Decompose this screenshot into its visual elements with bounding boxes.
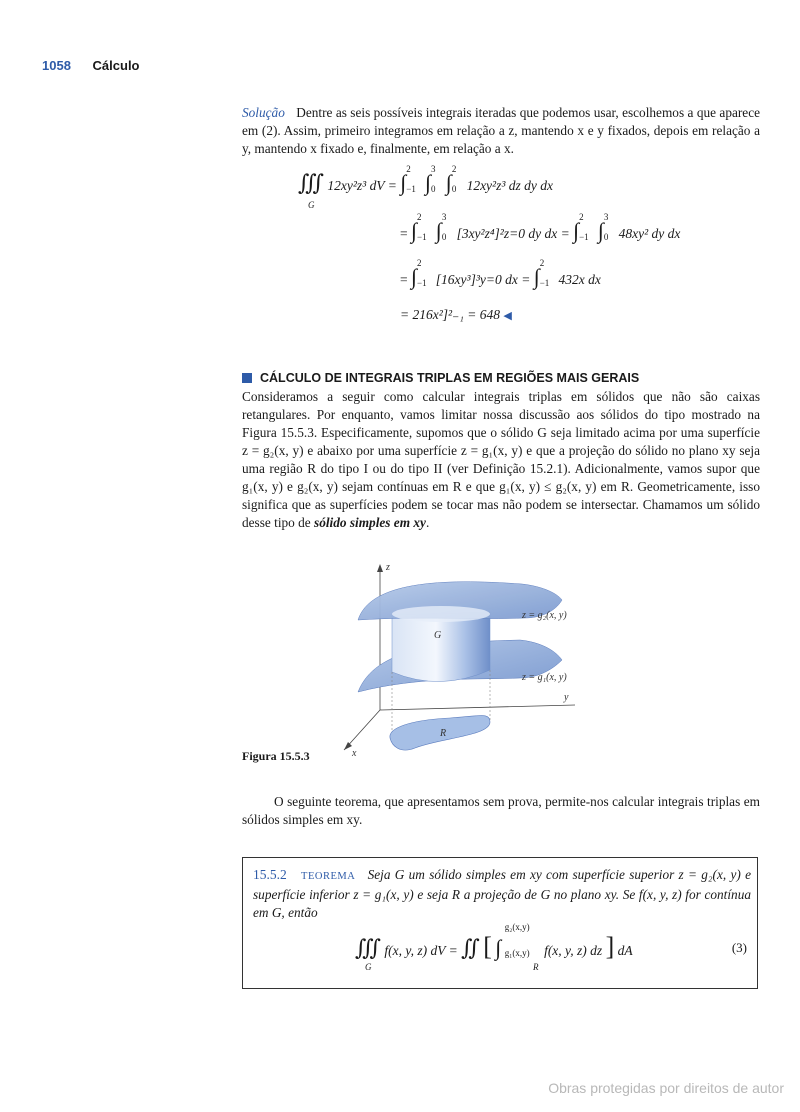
equation-line-3: = ∫ 2 −1 [16xy³]³y=0 dx = ∫ 2 −1 432x dx — [400, 258, 601, 289]
label-lower-surface: z = g₁(x, y) — [522, 672, 567, 683]
solid-G-top — [392, 606, 490, 622]
figure-caption: Figura 15.5.3 — [242, 749, 310, 763]
section-end: . — [425, 515, 430, 530]
theorem-word: TEOREMA — [301, 871, 356, 882]
watermark: Obras protegidas por direitos de autor — [548, 1080, 784, 1096]
eq2-text: [3xy²z⁴]²z=0 dy dx = — [456, 226, 570, 241]
formula-lhs: f(x, y, z) dV = — [384, 943, 458, 958]
section-title: CÁLCULO DE INTEGRAIS TRIPLAS EM REGIÕES MAIS GERAIS — [260, 371, 640, 385]
theorem-box — [242, 857, 758, 989]
label-R: R — [440, 728, 447, 739]
theorem-statement: Seja G um sólido simples em xy com superfície superior z = g₂(x, y) e superfície inferior z = g₁(x, y) e seja R a projeção de G no plano xy. Se f(x, y, z) for contínua em G, então — [253, 867, 752, 920]
section-body-text: Consideramos a seguir como calcular integrais triplas em sólidos que não são caixas retangulares. Por enquanto, vamos limitar nossa discussão aos sólidos do tipo mostrado na Figura 15.5.3. Especificamente, supomos que o sólido G seja limitado acima por uma superfície z = g₂(x, y) e abaixo por uma superfície z = g₁(x, y) e que a projeção do sólido no plano xy seja uma região R do tipo I ou do tipo II (ver Definição 15.2.1). Adicionalmente, vamos supor que g₁(x, y) e g₂(x, y) sejam contínuas em R e que g₁(x, y) ≤ g₂(x, y) em R. Geometricamente, isso significa que as superfícies podem se tocar mas não podem se intersectar. Chamamos um sólido desse tipo de — [242, 389, 760, 530]
label-x: x — [352, 748, 357, 759]
solid-G-body — [392, 612, 490, 682]
chapter-title: Cálculo — [92, 58, 140, 73]
equation-line-2: = ∫ 2 −1 ∫ 3 0 [3xy²z⁴]²z=0 dy dx = ∫ 2 −1 ∫ 3 0 48xy² dy dx — [400, 212, 681, 243]
formula-inner: f(x, y, z) dz — [544, 943, 603, 958]
eq2-text-b: 48xy² dy dx — [618, 226, 681, 241]
y-axis — [380, 705, 575, 710]
section-heading — [242, 371, 639, 385]
after-figure-text: O seguinte teorema, que apresentamos sem prova, permite-nos calcular integrais triplas em sólidos simples em xy. — [242, 794, 760, 827]
label-G: G — [434, 630, 442, 641]
end-of-solution-icon: ◀ — [503, 310, 512, 322]
theorem-number: 15.5.2 — [253, 867, 287, 882]
formula-dA: dA — [617, 943, 633, 958]
section-square-icon — [242, 373, 252, 383]
equation-line-1: ∭ G 12xy²z³ dV = ∫ 2 −1 ∫ 3 0 ∫ 2 0 12xy²z³ dz dy dx — [298, 164, 554, 210]
label-y: y — [564, 692, 569, 703]
formula-lower-limit: g₁(x,y) — [504, 948, 530, 958]
figure-15-5-3 — [330, 560, 590, 760]
after-figure-paragraph — [242, 793, 760, 829]
solution-text: Dentre as seis possíveis integrais iteradas que podemos usar, escolhemos a que aparece em (2). Assim, primeiro integramos em relação a z, mantendo x e y fixados, depois em relação a y, mantendo x fixado e, finalmente, em relação a x. — [242, 105, 761, 156]
page-number: 1058 — [42, 58, 71, 73]
eq4-text: = 216x²]²₋₁ = 648 — [400, 307, 501, 322]
eq1-integrand: 12xy²z³ dz dy dx — [466, 178, 554, 193]
label-upper-surface: z = g₂(x, y) — [522, 610, 567, 621]
eq3-text-b: 432x dx — [558, 272, 601, 287]
label-z: z — [386, 562, 390, 573]
section-term: sólido simples em xy — [314, 515, 426, 530]
theorem-formula: ∭ G f(x, y, z) dV = ∬ R [ ∫ g₂(x,y) g₁(x,y) f(x, y, z) dz ] dA — [355, 922, 633, 972]
formula-region-G: G — [365, 962, 372, 972]
solution-label: Solução — [242, 105, 285, 120]
equation-line-4 — [400, 307, 512, 323]
equation-number: (3) — [731, 940, 747, 955]
solution-paragraph — [242, 104, 760, 158]
theorem-text-block — [253, 866, 751, 922]
eq1-lhs: 12xy²z³ dV = — [327, 178, 397, 193]
page-header — [42, 58, 140, 73]
formula-upper-limit: g₂(x,y) — [504, 922, 530, 932]
eq3-text: [16xy³]³y=0 dx = — [435, 272, 531, 287]
formula-region-R: R — [533, 962, 539, 972]
section-body — [242, 388, 760, 532]
